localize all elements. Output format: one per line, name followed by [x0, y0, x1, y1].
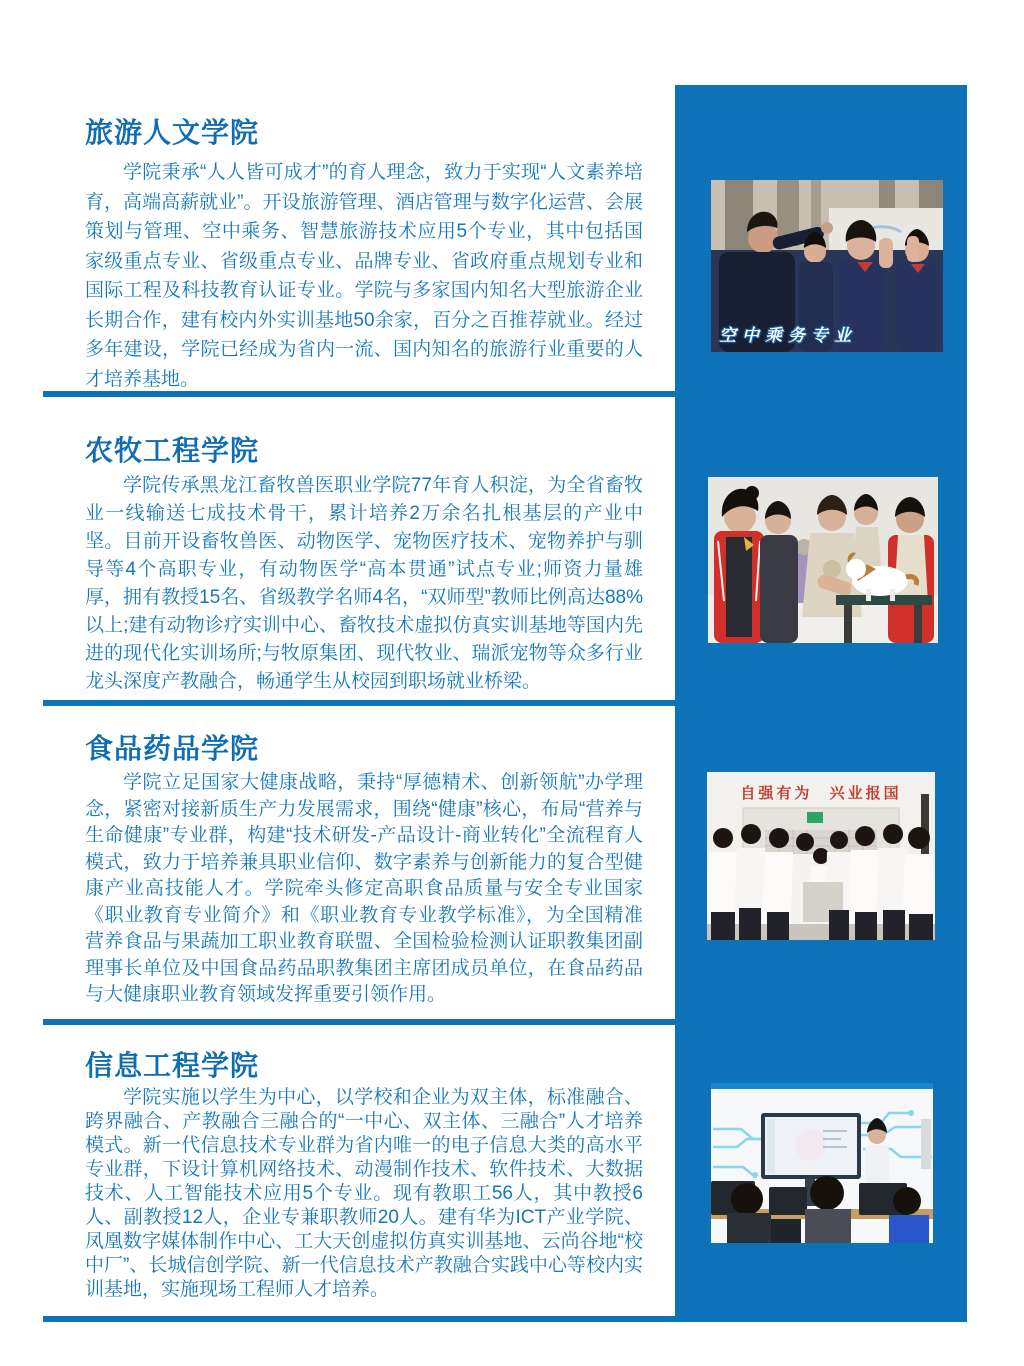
photo-smart-classroom-illustration — [711, 1083, 933, 1243]
tourism-college-title: 旅游人文学院 — [85, 117, 260, 148]
section-divider-3 — [43, 1019, 675, 1025]
section-divider-4 — [43, 1316, 675, 1322]
photo-food-drug-students — [707, 772, 935, 940]
tourism-college-body: 学院秉承“人人皆可成才”的育人理念，致力于实现“人文素养培育，高端高薪就业”。开设旅游管理、酒店管理与数字化运营、会展策划与管理、空中乘务、智慧旅游技术应用5个专业，其中包括国家级重点专业、省级重点专业、品牌专业、省政府重点规划专业和国际工程及科技教育认证专业。学院与多家国内知名大型旅游企业长期合作，建有校内外实训基地50余家，百分之百推荐就业。经过多年建设，学院已经成为省内一流、国内知名的旅游行业重要的人才培养基地。 — [85, 162, 643, 390]
information-college-title: 信息工程学院 — [85, 1050, 260, 1081]
information-college-body: 学院实施以学生为中心，以学校和企业为双主体，标准融合、跨界融合、产教融合三融合的“一中心、双主体、三融合”人才培养模式。新一代信息技术专业群为省内唯一的电子信息大类的高水平专业群，下设计算机网络技术、动漫制作技术、软件技术、大数据技术、人工智能技术应用5个专业。现有教职工56人，其中教授6人、副教授12人，企业专兼职教师20人。建有华为ICT产业学院、凤凰数字媒体制作中心、工大天创虚拟仿真实训基地、云尚谷地“校中厂”、长城信创学院、新一代信息技术产教融合实践中心等校内实训基地，实施现场工程师人才培养。 — [85, 1087, 643, 1300]
food-drug-college-body: 学院立足国家大健康战略，秉持“厚德精术、创新领航”办学理念，紧密对接新质生产力发展需求，围绕“健康”核心，布局“营养与生命健康”专业群，构建“技术研发-产品设计-商业转化”全流程育人模式，致力于培养兼具职业信仰、数字素养与创新能力的复合型健康产业高技能人才。学院牵头修定高职食品质量与安全专业国家《职业教育专业简介》和《职业教育专业教学标准》，为全国精准营养食品与果蔬加工职业教育联盟、全国检验检测认证职教集团副理事长单位及中国食品药品职教集团主席团成员单位，在食品药品与大健康职业教育领域发挥重要引领作用。 — [85, 772, 643, 1005]
photo-caption-air-crew: 空中乘务专业 — [719, 326, 857, 345]
photo-smart-classroom — [711, 1083, 933, 1243]
photo-pet-grooming-class — [708, 477, 938, 643]
section-divider-2 — [43, 700, 675, 706]
agriculture-college-body: 学院传承黑龙江畜牧兽医职业学院77年育人积淀，为全省畜牧业一线输送七成技术骨干，累计培养2万余名扎根基层的产业中坚。目前开设畜牧兽医、动物医学、宠物医疗技术、宠物养护与驯导等4个高职专业，有动物医学“高本贯通”试点专业;师资力量雄厚，拥有教授15名、省级教学名师4名，“双师型”教师比例高达88%以上;建有动物诊疗实训中心、畜牧技术虚拟仿真实训基地等国内先进的现代化实训场所;与牧原集团、现代牧业、瑞派宠物等众多行业龙头深度产教融合，畅通学生从校园到职场就业桥梁。 — [85, 475, 643, 692]
photo-banner-slogan: 自强有为 兴业报国 — [740, 785, 902, 802]
photo-pet-grooming-illustration — [708, 477, 938, 643]
food-drug-college-title: 食品药品学院 — [85, 733, 260, 764]
photo-air-crew-training — [711, 180, 943, 352]
agriculture-college-title: 农牧工程学院 — [85, 435, 260, 466]
